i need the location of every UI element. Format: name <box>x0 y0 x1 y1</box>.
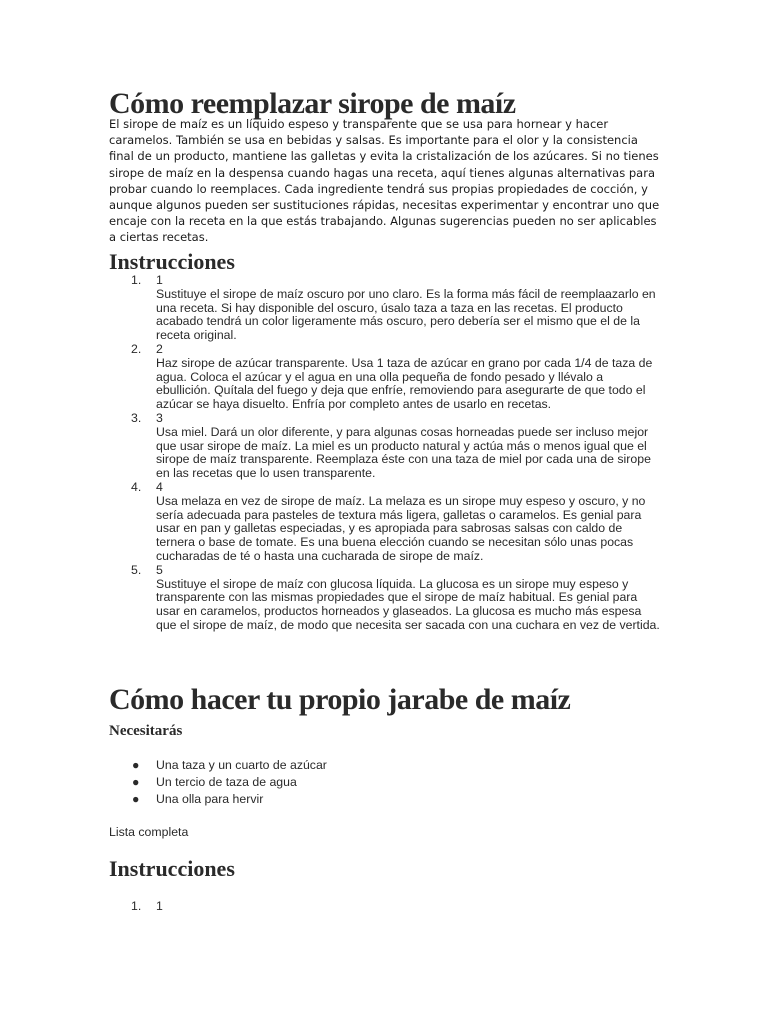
list-item-number: 2. <box>131 341 142 356</box>
full-list-label: Lista completa <box>109 825 189 839</box>
list-item-number: 5. <box>131 562 142 577</box>
list-item <box>109 900 661 914</box>
section1-steps-list <box>109 274 661 633</box>
section1-title: Cómo reemplazar sirope de maíz <box>109 87 516 120</box>
list-item-number: 1. <box>131 273 142 287</box>
step-title: 2 <box>156 341 163 356</box>
step-title: 1 <box>156 273 163 287</box>
section2-title: Cómo hacer tu propio jarabe de maíz <box>109 683 571 716</box>
list-item <box>109 774 661 791</box>
needs-heading: Necesitarás <box>109 723 183 739</box>
intro-paragraph: El sirope de maíz es un líquido espeso y transparente que se usa para hornear y hacer caramelos. También se usa en bebidas y salsas. Es importante para el olor y la consistencia final de un producto, mantiene las galletas y evita la cristalización de los azúcares. Si no tienes sirope de maíz en la despensa cuando hagas una receta, aquí tienes algunas alternativas para probar cuando lo reemplaces. Cada ingrediente tendrá sus propias propiedades de cocción, y aunque algunos pueden ser sustituciones rápidas, necesitas experimentar y encontrar uno que encaje con la receta en la que estás trabajando. Algunas sugerencias pueden no ser aplicables a ciertas recetas. <box>109 117 660 245</box>
step-text: Usa melaza en vez de sirope de maíz. La melaza es un sirope muy espeso y oscuro, y no sería adecuada para pasteles de textura más ligera, galletas o caramelos. Es genial para usar en pan y galletas especiadas, y es apropiada para sabrosas salsas con caldo de ternera o base de tomate. Es una buena elección cuando se necesitan sólo unas pocas cucharadas de té o hasta una cucharada de sirope de maíz. <box>156 493 646 563</box>
step-text: Haz sirope de azúcar transparente. Usa 1 taza de azúcar en grano por cada 1/4 de taza de agua. Coloca el azúcar y el agua en una olla pequeña de fondo pesado y llévalo a ebullición. Quítala del fuego y deja que enfríe, removiendo para asegurarte de que todo el azúcar se haya disuelto. Enfría por completo antes de usarlo en recetas. <box>156 355 653 412</box>
list-item <box>109 791 661 808</box>
step-text: Sustituye el sirope de maíz con glucosa líquida. La glucosa es un sirope muy espeso y transparente con las mismas propiedades que el sirope de maíz habitual. Es genial para usar en caramelos, productos horneados y glaseados. La glucosa es mucho más espesa que el sirope de maíz, de modo que necesita ser sacada con una cuchara en vez de vertida. <box>156 576 660 632</box>
list-item-number: 3. <box>131 410 142 425</box>
step-title: 1 <box>156 899 163 913</box>
bullet-icon: ● <box>132 792 140 806</box>
list-item <box>109 564 661 633</box>
needs-list <box>109 757 661 808</box>
list-item <box>109 481 661 564</box>
list-item <box>109 274 661 343</box>
list-item <box>109 412 661 481</box>
section1-instructions-heading: Instrucciones <box>109 249 235 274</box>
step-title: 5 <box>156 562 163 577</box>
section2-instructions-heading: Instrucciones <box>109 856 235 881</box>
list-item <box>109 757 661 774</box>
list-item-text: Una taza y un cuarto de azúcar <box>156 758 327 772</box>
list-item <box>109 343 661 412</box>
list-item-number: 4. <box>131 479 142 494</box>
list-item-text: Un tercio de taza de agua <box>156 775 297 789</box>
step-title: 3 <box>156 410 163 425</box>
step-title: 4 <box>156 479 163 494</box>
step-text: Usa miel. Dará un olor diferente, y para algunas cosas horneadas puede ser incluso mejor que usar sirope de maíz. La miel es un producto natural y actúa más o menos igual que el sirope de maíz transparente. Reemplaza éste con una taza de miel por cada una de sirope en las recetas que lo usen transparente. <box>156 424 651 481</box>
step-text: Sustituye el sirope de maíz oscuro por uno claro. Es la forma más fácil de reemplaazarlo en una receta. Si hay disponible del oscuro, úsalo taza a taza en las recetas. El producto acabado tendrá un color ligeramente más oscuro, pero debería ser el mismo que el de la receta original. <box>156 286 656 343</box>
list-item-number: 1. <box>131 899 142 913</box>
bullet-icon: ● <box>132 758 140 772</box>
section2-steps-list <box>109 900 661 914</box>
bullet-icon: ● <box>132 775 140 789</box>
list-item-text: Una olla para hervir <box>156 792 264 806</box>
